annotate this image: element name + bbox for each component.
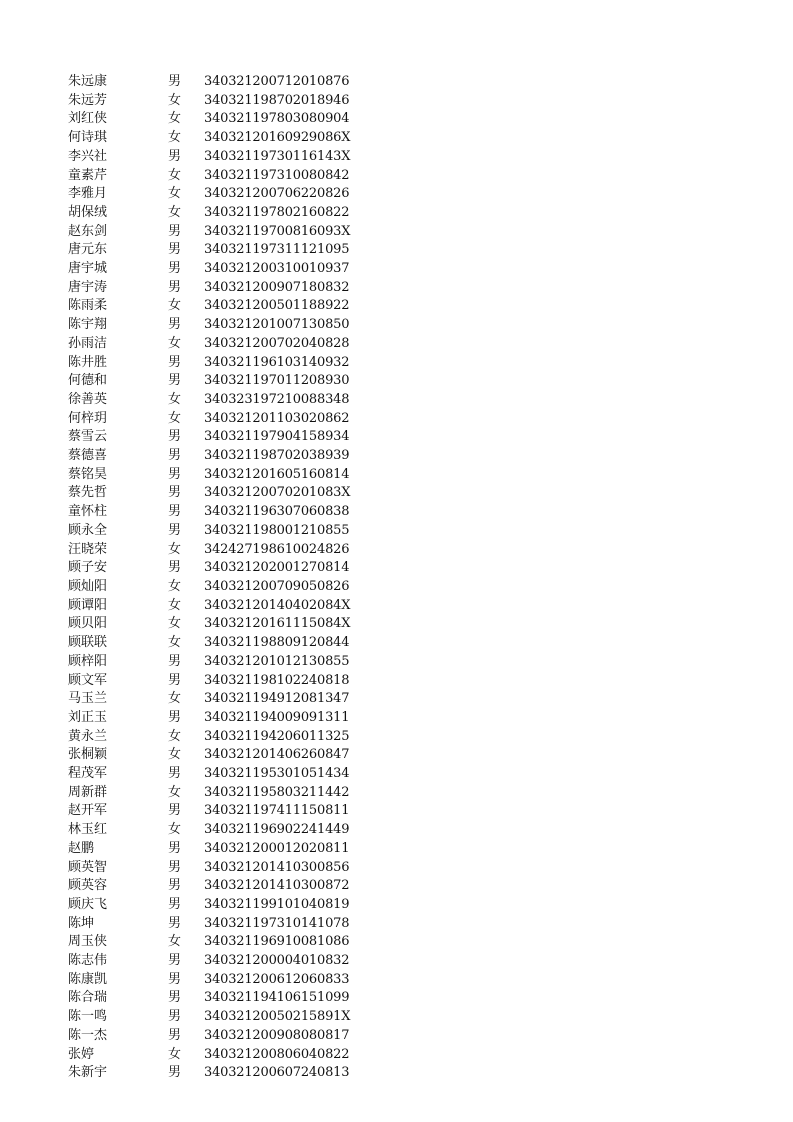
id-number-cell: 340321200712010876	[204, 74, 350, 89]
name-cell: 何德和	[68, 373, 108, 389]
table-row	[68, 316, 404, 335]
sex-cell: 男	[168, 953, 182, 969]
id-number-cell: 340321200012020811	[204, 840, 350, 856]
table-row	[68, 634, 404, 653]
id-number-cell: 340321200612060833	[204, 971, 350, 987]
name-cell: 胡保绒	[68, 204, 108, 220]
sex-cell: 女	[168, 410, 182, 426]
name-cell: 黄永兰	[68, 728, 108, 744]
table-row	[68, 204, 404, 223]
name-cell: 顾灿阳	[68, 578, 108, 594]
table-row	[68, 859, 404, 878]
id-number-cell: 340321200004010832	[204, 953, 350, 969]
name-cell: 何梓玥	[68, 410, 108, 426]
id-number-cell: 34032120161115084X	[204, 616, 351, 632]
id-number-cell: 340321200908080817	[204, 1027, 350, 1043]
table-row	[68, 73, 404, 92]
id-number-cell: 340321197310080842	[204, 167, 350, 183]
sex-cell: 女	[168, 130, 182, 146]
table-row	[68, 335, 404, 354]
id-number-cell: 340321196902241449	[204, 822, 350, 838]
name-cell: 徐善英	[68, 391, 108, 407]
id-number-cell: 340321197011208930	[204, 373, 350, 389]
name-cell: 陈雨柔	[68, 298, 108, 314]
id-number-cell: 340321198702038939	[204, 448, 350, 464]
table-row	[68, 559, 404, 578]
name-cell: 何诗琪	[68, 130, 108, 146]
sex-cell: 女	[168, 784, 182, 800]
table-row	[68, 597, 404, 616]
table-row	[68, 522, 404, 541]
name-cell: 朱远芳	[68, 92, 108, 108]
table-row	[68, 1027, 404, 1046]
sex-cell: 男	[168, 709, 182, 725]
sex-cell: 女	[168, 597, 182, 613]
id-number-cell: 340321197904158934	[204, 429, 350, 445]
id-number-cell: 340321194206011325	[204, 728, 350, 744]
id-number-cell: 340321200709050826	[204, 578, 350, 594]
id-number-cell: 340321195803211442	[204, 784, 350, 800]
name-cell: 顾文军	[68, 672, 108, 688]
name-cell: 顾梓阳	[68, 653, 108, 669]
name-cell: 刘红侠	[68, 111, 108, 127]
sex-cell: 女	[168, 934, 182, 950]
id-number-cell: 340321201410300856	[204, 859, 350, 875]
id-number-cell: 340321196103140932	[204, 354, 350, 370]
name-cell: 陈康凯	[68, 971, 108, 987]
name-cell: 顾永全	[68, 522, 108, 538]
id-number-cell: 340321201012130855	[204, 653, 350, 669]
table-row	[68, 503, 404, 522]
table-row	[68, 877, 404, 896]
id-number-cell: 340321200501188922	[204, 298, 350, 314]
name-cell: 陈志伟	[68, 953, 108, 969]
id-number-cell: 340321201605160814	[204, 466, 350, 482]
sex-cell: 男	[168, 840, 182, 856]
sex-cell: 男	[168, 1027, 182, 1043]
roster-table	[68, 73, 404, 1083]
sex-cell: 男	[168, 878, 182, 894]
id-number-cell: 340321196307060838	[204, 504, 350, 520]
name-cell: 陈一杰	[68, 1027, 108, 1043]
sex-cell: 男	[168, 373, 182, 389]
table-row	[68, 148, 404, 167]
sex-cell: 男	[168, 1009, 182, 1025]
table-row	[68, 260, 404, 279]
name-cell: 周玉侠	[68, 934, 108, 950]
id-number-cell: 340321200310010937	[204, 261, 350, 277]
sex-cell: 男	[168, 560, 182, 576]
name-cell: 陈宇翔	[68, 317, 108, 333]
table-row	[68, 241, 404, 260]
roster-table-body	[68, 73, 404, 1083]
name-cell: 童怀柱	[68, 504, 108, 520]
sex-cell: 男	[168, 223, 182, 239]
name-cell: 张桐颖	[68, 747, 108, 763]
name-cell: 顾联联	[68, 635, 108, 651]
id-number-cell: 342427198610024826	[204, 541, 350, 557]
table-row	[68, 92, 404, 111]
table-row	[68, 615, 404, 634]
id-number-cell: 340321202001270814	[204, 560, 350, 576]
id-number-cell: 340321198102240818	[204, 672, 350, 688]
id-number-cell: 340321196910081086	[204, 934, 350, 950]
name-cell: 顾谭阳	[68, 597, 108, 613]
table-row	[68, 223, 404, 242]
id-number-cell: 340323197210088348	[204, 391, 350, 407]
sex-cell: 男	[168, 803, 182, 819]
name-cell: 赵鹏	[68, 840, 95, 856]
name-cell: 陈井胜	[68, 354, 108, 370]
id-number-cell: 340321200607240813	[204, 1065, 350, 1081]
table-row	[68, 746, 404, 765]
sex-cell: 女	[168, 167, 182, 183]
sex-cell: 女	[168, 691, 182, 707]
sex-cell: 男	[168, 859, 182, 875]
table-row	[68, 578, 404, 597]
id-number-cell: 340321197802160822	[204, 204, 350, 220]
id-number-cell: 340321200706220826	[204, 186, 350, 202]
table-row	[68, 541, 404, 560]
table-row	[68, 784, 404, 803]
table-row	[68, 952, 404, 971]
name-cell: 朱远康	[68, 74, 108, 89]
table-row	[68, 110, 404, 129]
id-number-cell: 34032120050215891X	[204, 1009, 351, 1025]
name-cell: 周新群	[68, 784, 108, 800]
name-cell: 孙雨洁	[68, 335, 108, 351]
name-cell: 顾英智	[68, 859, 108, 875]
table-row	[68, 765, 404, 784]
id-number-cell: 340321198001210855	[204, 522, 350, 538]
table-row	[68, 672, 404, 691]
sex-cell: 男	[168, 1065, 182, 1081]
name-cell: 唐宇涛	[68, 279, 108, 295]
sex-cell: 男	[168, 317, 182, 333]
sex-cell: 男	[168, 766, 182, 782]
table-row	[68, 354, 404, 373]
id-number-cell: 34032120160929086X	[204, 130, 351, 146]
name-cell: 林玉红	[68, 822, 108, 838]
id-number-cell: 340321201410300872	[204, 878, 350, 894]
table-row	[68, 391, 404, 410]
name-cell: 朱新宇	[68, 1065, 108, 1081]
name-cell: 蔡铭昊	[68, 466, 108, 482]
sex-cell: 男	[168, 971, 182, 987]
sex-cell: 男	[168, 990, 182, 1006]
name-cell: 顾庆飞	[68, 896, 108, 912]
sex-cell: 女	[168, 578, 182, 594]
name-cell: 顾子安	[68, 560, 108, 576]
table-row	[68, 466, 404, 485]
id-number-cell: 340321197311121095	[204, 242, 350, 258]
id-number-cell: 340321201103020862	[204, 410, 350, 426]
id-number-cell: 340321198809120844	[204, 635, 350, 651]
sex-cell: 女	[168, 635, 182, 651]
table-row	[68, 1046, 404, 1065]
table-row	[68, 896, 404, 915]
id-number-cell: 34032119730116143X	[204, 148, 351, 164]
name-cell: 陈合瑞	[68, 990, 108, 1006]
id-number-cell: 34032120140402084X	[204, 597, 351, 613]
sex-cell: 男	[168, 448, 182, 464]
sex-cell: 女	[168, 822, 182, 838]
table-row	[68, 915, 404, 934]
id-number-cell: 340321194912081347	[204, 691, 350, 707]
sex-cell: 男	[168, 653, 182, 669]
sex-cell: 男	[168, 279, 182, 295]
id-number-cell: 340321201007130850	[204, 317, 350, 333]
name-cell: 陈一鸣	[68, 1009, 108, 1025]
id-number-cell: 340321197310141078	[204, 915, 350, 931]
id-number-cell: 340321200702040828	[204, 335, 350, 351]
table-row	[68, 653, 404, 672]
sex-cell: 男	[168, 522, 182, 538]
table-row	[68, 185, 404, 204]
sex-cell: 女	[168, 92, 182, 108]
id-number-cell: 340321201406260847	[204, 747, 350, 763]
id-number-cell: 340321197803080904	[204, 111, 350, 127]
sex-cell: 女	[168, 204, 182, 220]
name-cell: 唐元东	[68, 242, 108, 258]
name-cell: 李兴社	[68, 148, 108, 164]
table-row	[68, 933, 404, 952]
name-cell: 程茂军	[68, 766, 108, 782]
sex-cell: 女	[168, 391, 182, 407]
id-number-cell: 340321194106151099	[204, 990, 350, 1006]
sex-cell: 女	[168, 747, 182, 763]
table-row	[68, 802, 404, 821]
name-cell: 陈坤	[68, 915, 95, 931]
table-row	[68, 1064, 404, 1083]
name-cell: 赵东剑	[68, 223, 108, 239]
sex-cell: 女	[168, 616, 182, 632]
name-cell: 马玉兰	[68, 691, 108, 707]
sex-cell: 女	[168, 335, 182, 351]
id-number-cell: 340321200806040822	[204, 1046, 350, 1062]
name-cell: 赵开军	[68, 803, 108, 819]
name-cell: 汪晓荣	[68, 541, 108, 557]
sex-cell: 男	[168, 261, 182, 277]
table-row	[68, 821, 404, 840]
sex-cell: 男	[168, 148, 182, 164]
table-row	[68, 709, 404, 728]
sex-cell: 男	[168, 466, 182, 482]
name-cell: 顾贝阳	[68, 616, 108, 632]
id-number-cell: 340321200907180832	[204, 279, 350, 295]
sex-cell: 男	[168, 915, 182, 931]
name-cell: 张婷	[68, 1046, 95, 1062]
id-number-cell: 340321199101040819	[204, 896, 350, 912]
table-row	[68, 167, 404, 186]
table-row	[68, 447, 404, 466]
sex-cell: 男	[168, 485, 182, 501]
name-cell: 蔡先哲	[68, 485, 108, 501]
name-cell: 顾英容	[68, 878, 108, 894]
table-row	[68, 129, 404, 148]
table-row	[68, 484, 404, 503]
sex-cell: 女	[168, 111, 182, 127]
table-row	[68, 728, 404, 747]
table-row	[68, 840, 404, 859]
sex-cell: 女	[168, 298, 182, 314]
sex-cell: 男	[168, 242, 182, 258]
sex-cell: 男	[168, 896, 182, 912]
sex-cell: 女	[168, 186, 182, 202]
table-row	[68, 410, 404, 429]
sex-cell: 男	[168, 354, 182, 370]
table-row	[68, 279, 404, 298]
sex-cell: 男	[168, 74, 182, 89]
name-cell: 李雅月	[68, 186, 108, 202]
id-number-cell: 340321194009091311	[204, 709, 350, 725]
table-row	[68, 989, 404, 1008]
sex-cell: 男	[168, 429, 182, 445]
id-number-cell: 34032120070201083X	[204, 485, 351, 501]
table-row	[68, 971, 404, 990]
id-number-cell: 340321197411150811	[204, 803, 350, 819]
sex-cell: 女	[168, 541, 182, 557]
table-row	[68, 428, 404, 447]
sex-cell: 男	[168, 672, 182, 688]
name-cell: 唐宇城	[68, 261, 108, 277]
sex-cell: 男	[168, 504, 182, 520]
table-row	[68, 1008, 404, 1027]
name-cell: 蔡雪云	[68, 429, 108, 445]
id-number-cell: 340321195301051434	[204, 766, 350, 782]
table-row	[68, 297, 404, 316]
name-cell: 童素芹	[68, 167, 108, 183]
id-number-cell: 340321198702018946	[204, 92, 350, 108]
id-number-cell: 34032119700816093X	[204, 223, 351, 239]
table-row	[68, 372, 404, 391]
table-row	[68, 690, 404, 709]
sex-cell: 女	[168, 728, 182, 744]
sex-cell: 女	[168, 1046, 182, 1062]
name-cell: 刘正玉	[68, 709, 108, 725]
name-cell: 蔡德喜	[68, 448, 108, 464]
